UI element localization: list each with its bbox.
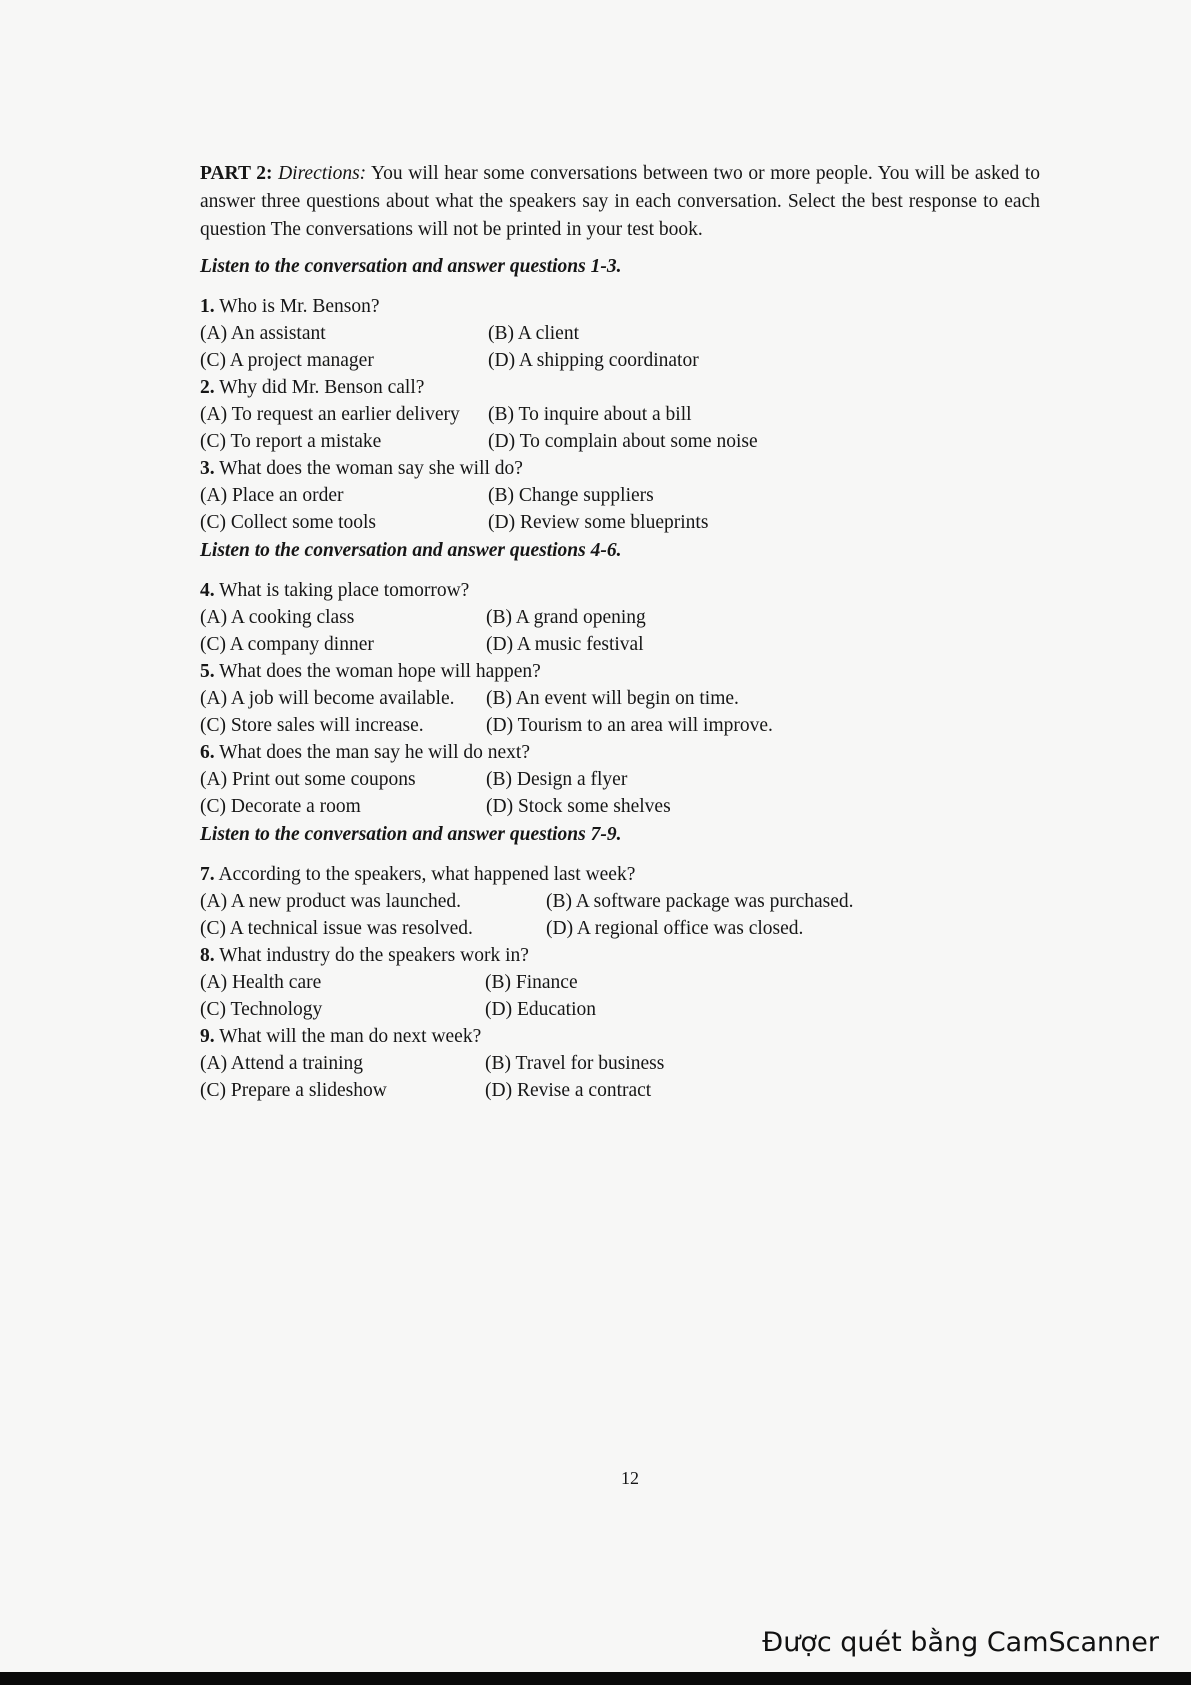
page-content (200, 160, 1041, 1101)
question-text: What does the woman say she will do? (219, 458, 523, 479)
directions-text: You will hear some conversations between two or more people. You will be asked to answer three questions about what the speakers say in each conversation. Select the best response to each question The conversations will not be printed in your test book. (200, 163, 1041, 240)
option-row (200, 685, 1040, 712)
question-text: What is taking place tomorrow? (219, 580, 470, 601)
answer-option: (C) A technical issue was resolved. (200, 918, 473, 939)
question-text: What industry do the speakers work in? (219, 945, 529, 966)
answer-option: (A) Print out some coupons (200, 769, 416, 790)
question (200, 942, 1040, 969)
answer-option: (D) Revise a contract (485, 1080, 652, 1101)
section-heading: Listen to the conversation and answer questions 7-9. (200, 824, 622, 845)
section-heading: Listen to the conversation and answer questions 1-3. (200, 256, 622, 277)
question-text: According to the speakers, what happened last week? (218, 864, 636, 885)
question (200, 455, 1040, 482)
answer-option: (D) To complain about some noise (488, 431, 758, 452)
option-row (200, 996, 1040, 1023)
question-number: 4. (200, 580, 215, 601)
answer-option: (D) A regional office was closed. (546, 918, 804, 939)
option-row (200, 631, 1040, 658)
answer-option: (A) A job will become available. (200, 688, 455, 709)
option-row (200, 888, 1040, 915)
answer-option: (A) To request an earlier delivery (200, 404, 460, 425)
answer-option: (C) Technology (200, 999, 323, 1020)
answer-option: (A) A new product was launched. (200, 891, 462, 912)
bottom-bar (0, 1672, 1191, 1685)
question (200, 739, 1040, 766)
question-number: 7. (200, 864, 215, 885)
answer-option: (C) Store sales will increase. (200, 715, 424, 736)
question-section (200, 253, 1040, 536)
answer-option: (B) Finance (485, 972, 578, 993)
answer-option: (C) Collect some tools (200, 512, 377, 533)
question-text: What will the man do next week? (219, 1026, 482, 1047)
option-row (200, 766, 1040, 793)
answer-option: (C) A project manager (200, 350, 374, 371)
question-text: Why did Mr. Benson call? (219, 377, 425, 398)
answer-option: (D) Education (485, 999, 597, 1020)
option-row (200, 712, 1040, 739)
answer-option: (A) An assistant (200, 323, 326, 344)
page-number: 12 (621, 1468, 639, 1488)
answer-option: (B) Design a flyer (486, 769, 628, 790)
question-section (200, 537, 1040, 820)
answer-option: (C) Decorate a room (200, 796, 361, 817)
question (200, 1023, 1040, 1050)
option-row (200, 604, 1040, 631)
camscanner-watermark: Được quét bằng CamScanner (762, 1627, 1159, 1658)
option-row (200, 509, 1040, 536)
question (200, 861, 1040, 888)
answer-option: (C) To report a mistake (200, 431, 382, 452)
answer-option: (B) A grand opening (486, 607, 646, 628)
option-row (200, 428, 1040, 455)
question (200, 658, 1040, 685)
question-text: What does the man say he will do next? (219, 742, 530, 763)
answer-option: (B) A software package was purchased. (546, 891, 854, 912)
option-row (200, 347, 1040, 374)
option-row (200, 320, 1040, 347)
answer-option: (C) A company dinner (200, 634, 374, 655)
question (200, 374, 1040, 401)
option-row (200, 482, 1040, 509)
answer-option: (A) A cooking class (200, 607, 355, 628)
option-row (200, 793, 1040, 820)
question-number: 3. (200, 458, 215, 479)
question (200, 293, 1040, 320)
answer-option: (B) A client (488, 323, 579, 344)
option-row (200, 915, 1040, 942)
question-text: What does the woman hope will happen? (219, 661, 541, 682)
option-row (200, 969, 1040, 996)
answer-option: (D) Tourism to an area will improve. (486, 715, 773, 736)
section-heading: Listen to the conversation and answer questions 4-6. (200, 540, 622, 561)
option-row (200, 1050, 1040, 1077)
question-number: 8. (200, 945, 215, 966)
question-number: 2. (200, 377, 215, 398)
answer-option: (A) Place an order (200, 485, 344, 506)
answer-option: (D) Stock some shelves (486, 796, 671, 817)
part-label: PART 2: (200, 163, 273, 184)
question (200, 577, 1040, 604)
answer-option: (D) A shipping coordinator (488, 350, 699, 371)
question-number: 1. (200, 296, 215, 317)
answer-option: (B) Change suppliers (488, 485, 654, 506)
answer-option: (D) Review some blueprints (488, 512, 709, 533)
question-number: 5. (200, 661, 215, 682)
option-row (200, 401, 1040, 428)
question-section (200, 821, 1040, 1104)
answer-option: (A) Attend a training (200, 1053, 363, 1074)
answer-option: (A) Health care (200, 972, 322, 993)
answer-option: (B) To inquire about a bill (488, 404, 692, 425)
option-row (200, 1077, 1040, 1104)
answer-option: (B) Travel for business (485, 1053, 665, 1074)
answer-option: (D) A music festival (486, 634, 644, 655)
answer-option: (C) Prepare a slideshow (200, 1080, 387, 1101)
question-number: 9. (200, 1026, 215, 1047)
question-text: Who is Mr. Benson? (219, 296, 380, 317)
answer-option: (B) An event will begin on time. (486, 688, 739, 709)
directions-paragraph (200, 160, 1040, 244)
question-number: 6. (200, 742, 215, 763)
directions-label: Directions: (278, 163, 367, 184)
